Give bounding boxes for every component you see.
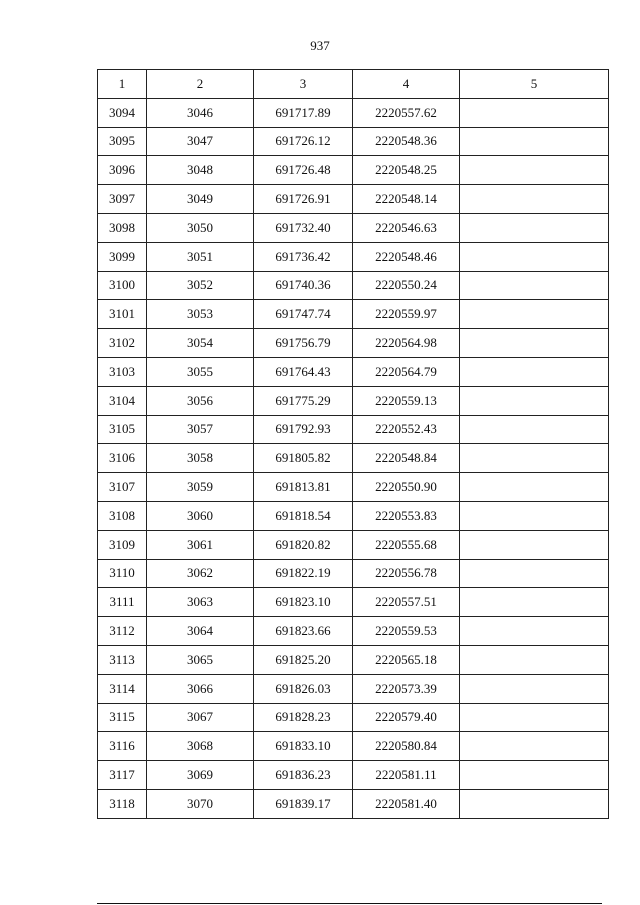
table-cell: 2220550.90 [353,473,460,502]
table-cell: 3070 [147,789,254,818]
table-cell: 691833.10 [254,732,353,761]
table-cell: 2220548.46 [353,242,460,271]
table-header-row [98,70,609,99]
table-cell [460,213,609,242]
table-row [98,761,609,790]
table-cell: 3051 [147,242,254,271]
table-cell: 3104 [98,386,147,415]
table-row [98,732,609,761]
table-row [98,329,609,358]
table-cell: 3094 [98,98,147,127]
table-cell: 3099 [98,242,147,271]
table-cell: 3108 [98,501,147,530]
footer-divider [97,903,602,904]
table-cell: 2220564.98 [353,329,460,358]
table-row [98,213,609,242]
table-row [98,386,609,415]
table-cell: 3116 [98,732,147,761]
table-cell [460,530,609,559]
table-cell: 3118 [98,789,147,818]
table-cell [460,674,609,703]
table-cell: 691828.23 [254,703,353,732]
table-cell: 3105 [98,415,147,444]
table-cell: 3097 [98,185,147,214]
table-cell [460,501,609,530]
table-cell: 691805.82 [254,444,353,473]
table-cell: 2220581.40 [353,789,460,818]
table-cell [460,645,609,674]
table-row [98,444,609,473]
table-cell: 3046 [147,98,254,127]
table-row [98,501,609,530]
table-cell: 691726.12 [254,127,353,156]
table-row [98,530,609,559]
table-row [98,300,609,329]
table-cell [460,761,609,790]
table-cell: 3103 [98,357,147,386]
table-cell [460,98,609,127]
table-cell: 691818.54 [254,501,353,530]
table-cell: 3047 [147,127,254,156]
table-cell [460,300,609,329]
table-cell: 3057 [147,415,254,444]
table-cell: 2220546.63 [353,213,460,242]
table-cell: 691823.66 [254,617,353,646]
table-cell: 691732.40 [254,213,353,242]
table-row [98,156,609,185]
coordinates-table [97,69,609,819]
table-cell [460,473,609,502]
table-cell: 2220548.25 [353,156,460,185]
table-cell: 2220548.84 [353,444,460,473]
table-cell [460,242,609,271]
table-cell [460,617,609,646]
table-cell [460,329,609,358]
table-cell [460,789,609,818]
table-cell: 691813.81 [254,473,353,502]
table-cell: 2220553.83 [353,501,460,530]
table-cell: 3110 [98,559,147,588]
table-row [98,185,609,214]
table-cell: 2220579.40 [353,703,460,732]
table-cell: 2220557.62 [353,98,460,127]
table-cell: 2220559.97 [353,300,460,329]
table-cell: 3050 [147,213,254,242]
table-cell: 3100 [98,271,147,300]
table-cell: 691839.17 [254,789,353,818]
table-cell: 2220580.84 [353,732,460,761]
table-row [98,242,609,271]
table-row [98,789,609,818]
table-row [98,473,609,502]
column-header: 5 [460,70,609,99]
table-cell [460,156,609,185]
table-cell: 2220564.79 [353,357,460,386]
table-cell [460,127,609,156]
table-cell [460,386,609,415]
table-cell: 3113 [98,645,147,674]
table-cell: 2220559.53 [353,617,460,646]
table-cell: 3062 [147,559,254,588]
column-header: 4 [353,70,460,99]
table-cell: 691823.10 [254,588,353,617]
table-cell: 2220552.43 [353,415,460,444]
table-cell: 2220581.11 [353,761,460,790]
table-cell: 3048 [147,156,254,185]
table-cell: 691836.23 [254,761,353,790]
table-row [98,415,609,444]
table-cell: 691747.74 [254,300,353,329]
table-cell: 691820.82 [254,530,353,559]
table-cell: 691792.93 [254,415,353,444]
table-cell: 3061 [147,530,254,559]
table-cell: 3107 [98,473,147,502]
table-cell: 691726.91 [254,185,353,214]
table-row [98,674,609,703]
table-cell: 2220565.18 [353,645,460,674]
column-header: 2 [147,70,254,99]
table-cell: 3115 [98,703,147,732]
table-cell: 691825.20 [254,645,353,674]
table-cell: 691764.43 [254,357,353,386]
table-row [98,98,609,127]
table-row [98,703,609,732]
table-cell: 3049 [147,185,254,214]
table-cell: 691726.48 [254,156,353,185]
table-row [98,559,609,588]
table-cell: 3058 [147,444,254,473]
table-cell: 3052 [147,271,254,300]
table-cell: 3114 [98,674,147,703]
table-cell: 3096 [98,156,147,185]
table-cell [460,357,609,386]
table-cell: 3059 [147,473,254,502]
table-cell: 691717.89 [254,98,353,127]
table-cell: 2220555.68 [353,530,460,559]
table-cell: 3055 [147,357,254,386]
table-cell [460,559,609,588]
table-cell: 3067 [147,703,254,732]
table-row [98,127,609,156]
table-cell: 2220573.39 [353,674,460,703]
table-cell [460,271,609,300]
table-cell: 691736.42 [254,242,353,271]
table-cell: 3095 [98,127,147,156]
table-cell: 3056 [147,386,254,415]
table-cell [460,588,609,617]
table-cell: 3098 [98,213,147,242]
table-row [98,588,609,617]
table-cell [460,732,609,761]
table-cell [460,444,609,473]
table-cell [460,415,609,444]
table-cell: 3109 [98,530,147,559]
table-cell: 3102 [98,329,147,358]
table-cell: 691826.03 [254,674,353,703]
table-cell: 3060 [147,501,254,530]
table-cell: 2220559.13 [353,386,460,415]
table-cell: 3053 [147,300,254,329]
column-header: 1 [98,70,147,99]
table-cell: 3065 [147,645,254,674]
table-body [98,98,609,818]
page-number: 937 [310,38,330,53]
table-cell: 3054 [147,329,254,358]
table-cell: 2220548.36 [353,127,460,156]
table-cell: 691740.36 [254,271,353,300]
table-cell: 691775.29 [254,386,353,415]
table-cell: 3063 [147,588,254,617]
table-cell: 2220550.24 [353,271,460,300]
table-cell: 3117 [98,761,147,790]
table-cell: 3111 [98,588,147,617]
table-cell: 3069 [147,761,254,790]
table-cell: 3064 [147,617,254,646]
table-cell: 3068 [147,732,254,761]
table-cell: 3066 [147,674,254,703]
table-cell: 3101 [98,300,147,329]
table-cell: 2220548.14 [353,185,460,214]
table-cell [460,703,609,732]
column-header: 3 [254,70,353,99]
table-cell: 691756.79 [254,329,353,358]
table-cell: 3106 [98,444,147,473]
table-row [98,617,609,646]
table-cell [460,185,609,214]
table-row [98,271,609,300]
table-cell: 691822.19 [254,559,353,588]
table-row [98,357,609,386]
table-row [98,645,609,674]
table-cell: 2220557.51 [353,588,460,617]
table-cell: 3112 [98,617,147,646]
table-cell: 2220556.78 [353,559,460,588]
